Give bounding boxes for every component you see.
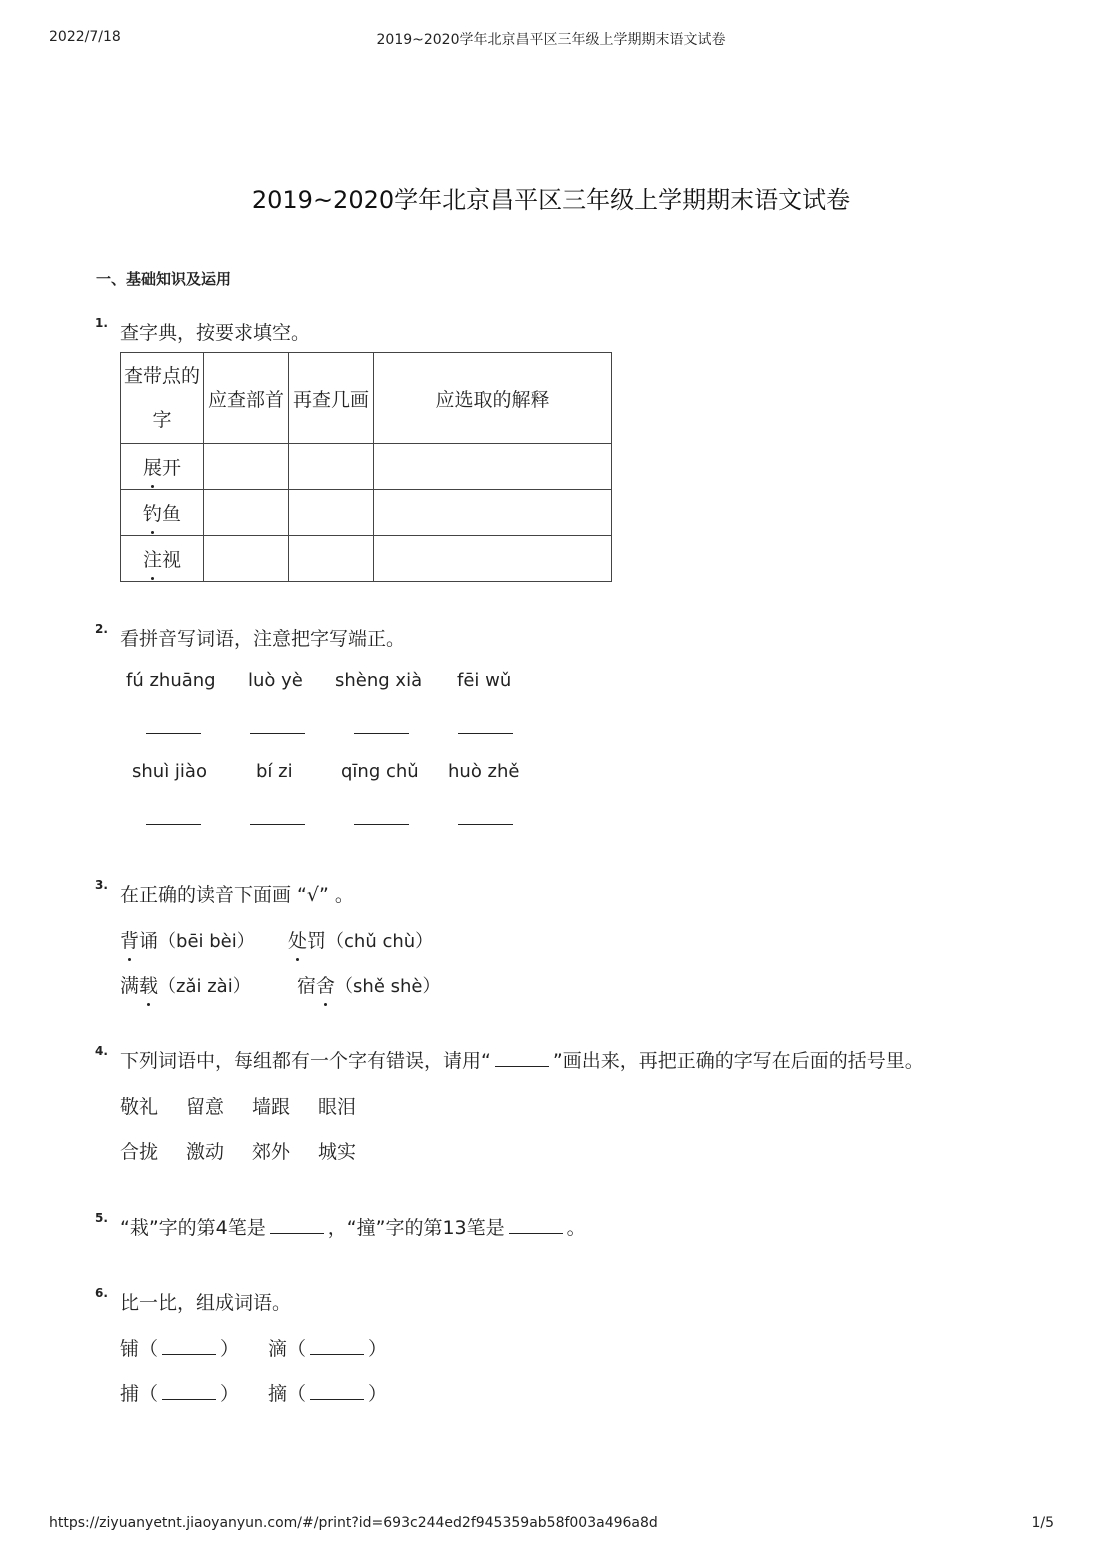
- question-text-part: 下列词语中，每组都有一个字有错误，请用“: [120, 1050, 491, 1072]
- pinyin: bí zi: [256, 761, 293, 782]
- question-number: 2.: [95, 622, 108, 636]
- question-number: 3.: [95, 878, 108, 892]
- pinyin-options: （zǎi zài）: [158, 976, 251, 997]
- page-title: 2019~2020学年北京昌平区三年级上学期期末语文试卷: [251, 186, 851, 214]
- answer-blank[interactable]: [495, 1050, 549, 1067]
- answer-blank[interactable]: [162, 1338, 216, 1355]
- answer-blank[interactable]: [354, 824, 409, 825]
- pinyin-choice-row: [297, 971, 440, 998]
- answer-cell[interactable]: [204, 536, 289, 582]
- answer-blank[interactable]: [458, 824, 513, 825]
- dotted-char: 载: [139, 971, 158, 998]
- dotted-char: 钓: [143, 499, 162, 526]
- table-cell-word: [121, 444, 204, 490]
- paren-close: ）: [368, 1383, 388, 1405]
- answer-blank[interactable]: [270, 1217, 324, 1234]
- header-title: 2019~2020学年北京昌平区三年级上学期期末语文试卷: [376, 32, 726, 48]
- word-char: 满: [120, 975, 140, 997]
- paren-open: （: [287, 1338, 307, 1360]
- question-text-part: “栽”字的第4笔是: [120, 1217, 266, 1239]
- compare-char: 滴: [268, 1338, 288, 1360]
- pinyin-options: （chǔ chù）: [326, 931, 434, 952]
- question-number: 6.: [95, 1286, 108, 1300]
- dotted-char: 展: [143, 453, 162, 480]
- paren-open: （: [287, 1383, 307, 1405]
- word-item: 敬礼: [120, 1096, 159, 1118]
- word-char: 宿: [297, 975, 317, 997]
- footer-url: https://ziyuanyetnt.jiaoyanyun.com/#/print?id=693c244ed2f945359ab58f003a496a8d: [49, 1515, 658, 1531]
- question-text-part: ”画出来，再把正确的字写在后面的括号里。: [552, 1050, 924, 1072]
- pinyin: luò yè: [248, 670, 303, 691]
- pinyin: qīng chǔ: [341, 761, 419, 782]
- question-number: 5.: [95, 1211, 108, 1225]
- compare-row: [120, 1334, 239, 1361]
- compare-row: [120, 1379, 239, 1406]
- question-text-part: 。: [566, 1217, 586, 1239]
- answer-cell[interactable]: [204, 490, 289, 536]
- compare-row: [268, 1379, 387, 1406]
- answer-cell[interactable]: [374, 536, 612, 582]
- table-header-cell: 应选取的解释: [374, 353, 612, 444]
- header-date: 2022/7/18: [49, 29, 121, 45]
- answer-blank[interactable]: [310, 1338, 364, 1355]
- answer-blank[interactable]: [146, 733, 201, 734]
- pinyin-choice-row: [120, 926, 255, 953]
- dotted-char: 注: [143, 545, 162, 572]
- word-group-row: [120, 1092, 384, 1119]
- question-text: 查字典，按要求填空。: [120, 322, 311, 344]
- answer-cell[interactable]: [289, 536, 374, 582]
- pinyin: huò zhě: [448, 761, 520, 782]
- answer-cell[interactable]: [204, 444, 289, 490]
- word-item: 眼泪: [318, 1096, 357, 1118]
- word-char: 罚: [307, 930, 327, 952]
- answer-cell[interactable]: [289, 490, 374, 536]
- answer-cell[interactable]: [289, 444, 374, 490]
- answer-blank[interactable]: [458, 733, 513, 734]
- question-text: [120, 1213, 586, 1240]
- paren-close: ）: [220, 1383, 240, 1405]
- pinyin: fēi wǔ: [457, 670, 512, 691]
- pinyin-options: （bēi bèi）: [158, 931, 255, 952]
- answer-blank[interactable]: [146, 824, 201, 825]
- word-char: 视: [162, 549, 182, 571]
- word-item: 留意: [186, 1096, 225, 1118]
- page-number: 1/5: [1031, 1515, 1054, 1531]
- answer-blank[interactable]: [250, 824, 305, 825]
- answer-blank[interactable]: [310, 1383, 364, 1400]
- table-cell-word: [121, 536, 204, 582]
- word-char: 诵: [139, 930, 159, 952]
- table-header-cell: 应查部首: [204, 353, 289, 444]
- table-cell-word: [121, 490, 204, 536]
- question-number: 1.: [95, 316, 108, 330]
- question-number: 4.: [95, 1044, 108, 1058]
- question-text: [120, 1046, 924, 1073]
- answer-cell[interactable]: [374, 490, 612, 536]
- table-row: [121, 536, 612, 582]
- question-text-part: ，“撞”字的第13笔是: [327, 1217, 505, 1239]
- pinyin-options: （shě shè）: [335, 976, 441, 997]
- paren-close: ）: [220, 1338, 240, 1360]
- pinyin: shèng xià: [335, 670, 423, 691]
- answer-blank[interactable]: [509, 1217, 563, 1234]
- dotted-char: 处: [288, 926, 307, 953]
- word-item: 郊外: [252, 1141, 291, 1163]
- dotted-char: 舍: [316, 971, 335, 998]
- word-item: 墙跟: [252, 1096, 291, 1118]
- table-row: [121, 490, 612, 536]
- answer-blank[interactable]: [250, 733, 305, 734]
- word-group-row: [120, 1137, 384, 1164]
- word-item: 合拢: [120, 1141, 159, 1163]
- question-text: 比一比，组成词语。: [120, 1292, 292, 1314]
- table-row: [121, 444, 612, 490]
- section-heading: 一、基础知识及运用: [96, 270, 232, 288]
- paren-close: ）: [368, 1338, 388, 1360]
- word-char: 开: [162, 457, 182, 479]
- pinyin-choice-row: [120, 971, 251, 998]
- dotted-char: 背: [120, 926, 139, 953]
- question-text: 在正确的读音下面画 “√” 。: [120, 884, 354, 906]
- question-text: 看拼音写词语，注意把字写端正。: [120, 628, 406, 650]
- table-header-cell: 查带点的字: [121, 353, 204, 444]
- lookup-table: [120, 352, 612, 582]
- word-item: 激动: [186, 1141, 225, 1163]
- word-char: 鱼: [162, 503, 182, 525]
- pinyin-choice-row: [288, 926, 433, 953]
- paren-open: （: [139, 1383, 159, 1405]
- compare-row: [268, 1334, 387, 1361]
- answer-blank[interactable]: [162, 1383, 216, 1400]
- answer-cell[interactable]: [374, 444, 612, 490]
- pinyin: shuì jiào: [132, 761, 207, 782]
- table-header-cell: 再查几画: [289, 353, 374, 444]
- paren-open: （: [139, 1338, 159, 1360]
- pinyin: fú zhuāng: [126, 670, 216, 691]
- table-header-row: [121, 353, 612, 444]
- word-item: 城实: [318, 1141, 357, 1163]
- answer-blank[interactable]: [354, 733, 409, 734]
- compare-char: 捕: [120, 1383, 140, 1405]
- compare-char: 铺: [120, 1338, 140, 1360]
- compare-char: 摘: [268, 1383, 288, 1405]
